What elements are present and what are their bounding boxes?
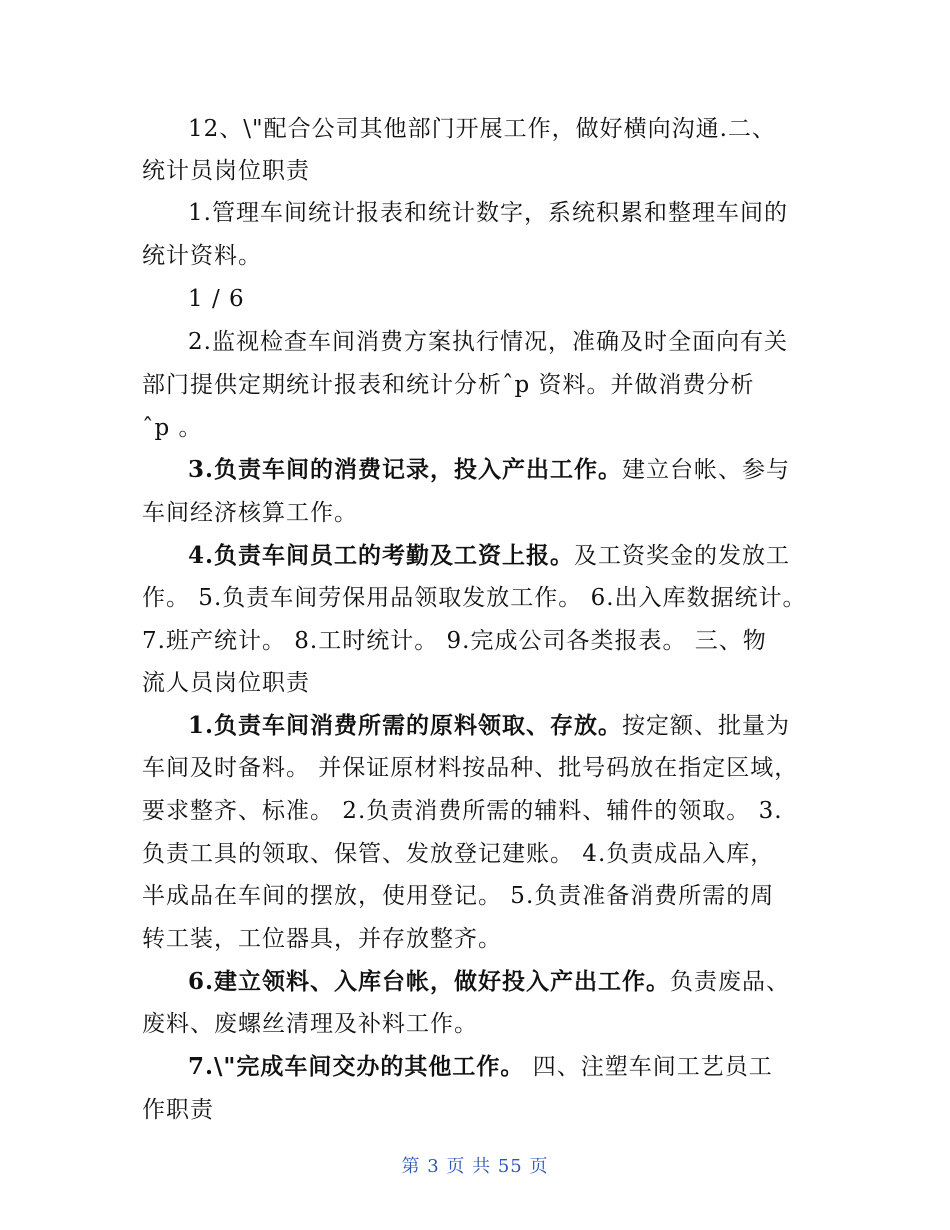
text-line-21-rest: 负责废品、 [670,969,791,995]
text-line-20: 转工装，工位器具，并存放整齐。 [142,926,502,952]
text-line-24: 作职责 [142,1097,214,1123]
text-line-4: 统计资料。 [142,243,262,269]
text-line-14: 流人员岗位职责 [142,670,310,696]
text-line-11-rest: 及工资奖金的发放工 [574,543,791,569]
text-line-11 [188,540,790,572]
text-line-19: 半成品在车间的摆放，使用登记。 5.负责准备消费所需的周 [142,883,775,909]
text-line-10: 车间经济核算工作。 [142,500,358,526]
text-line-15 [188,710,790,742]
page-footer: 第 3 页 共 55 页 [401,1156,549,1177]
bold-heading-11: 4.负责车间员工的考勤及工资上报。 [188,542,575,569]
text-line-17: 要求整齐、标准。 2.负责消费所需的辅料、辅件的领取。 3. [142,798,783,824]
bold-heading-15: 1.负责车间消费所需的原料领取、存放。 [188,712,623,739]
bold-heading-21: 6.建立领料、入库台帐，做好投入产出工作。 [188,968,671,995]
text-line-3: 1.管理车间统计报表和统计数字，系统积累和整理车间的 [188,200,788,226]
text-line-12: 作。 5.负责车间劳保用品领取发放工作。 6.出入库数据统计。 [142,585,807,611]
text-line-8: ˆp 。 [142,415,203,441]
text-line-6: 2.监视检查车间消费方案执行情况，准确及时全面向有关 [188,329,788,355]
text-line-23-rest: 四、注塑车间工艺员工 [524,1054,773,1080]
text-line-18: 负责工具的领取、保管、发放登记建账。 4.负责成品入库， [142,841,775,867]
text-line-9 [188,454,790,486]
text-line-13: 7.班产统计。 8.工时统计。 9.完成公司各类报表。 三、物 [142,628,767,654]
text-line-22: 废料、废螺丝清理及补料工作。 [142,1011,478,1037]
text-line-21 [188,966,790,998]
text-line-1: 12、\"配合公司其他部门开展工作，做好横向沟通.二、 [188,116,776,142]
page-fraction: 1 / 6 [188,286,245,312]
text-line-9-rest: 建立台帐、参与 [622,457,791,483]
text-line-2: 统计员岗位职责 [142,158,310,184]
bold-heading-23: 7.\"完成车间交办的其他工作。 [188,1053,525,1080]
text-line-7: 部门提供定期统计报表和统计分析ˆp 资料。并做消费分析 [142,372,755,398]
bold-heading-9: 3.负责车间的消费记录，投入产出工作。 [188,456,623,483]
text-line-16: 车间及时备料。 并保证原材料按品种、批号码放在指定区域， [142,755,799,781]
text-line-23 [188,1051,773,1083]
text-line-15-rest: 按定额、批量为 [622,713,791,739]
